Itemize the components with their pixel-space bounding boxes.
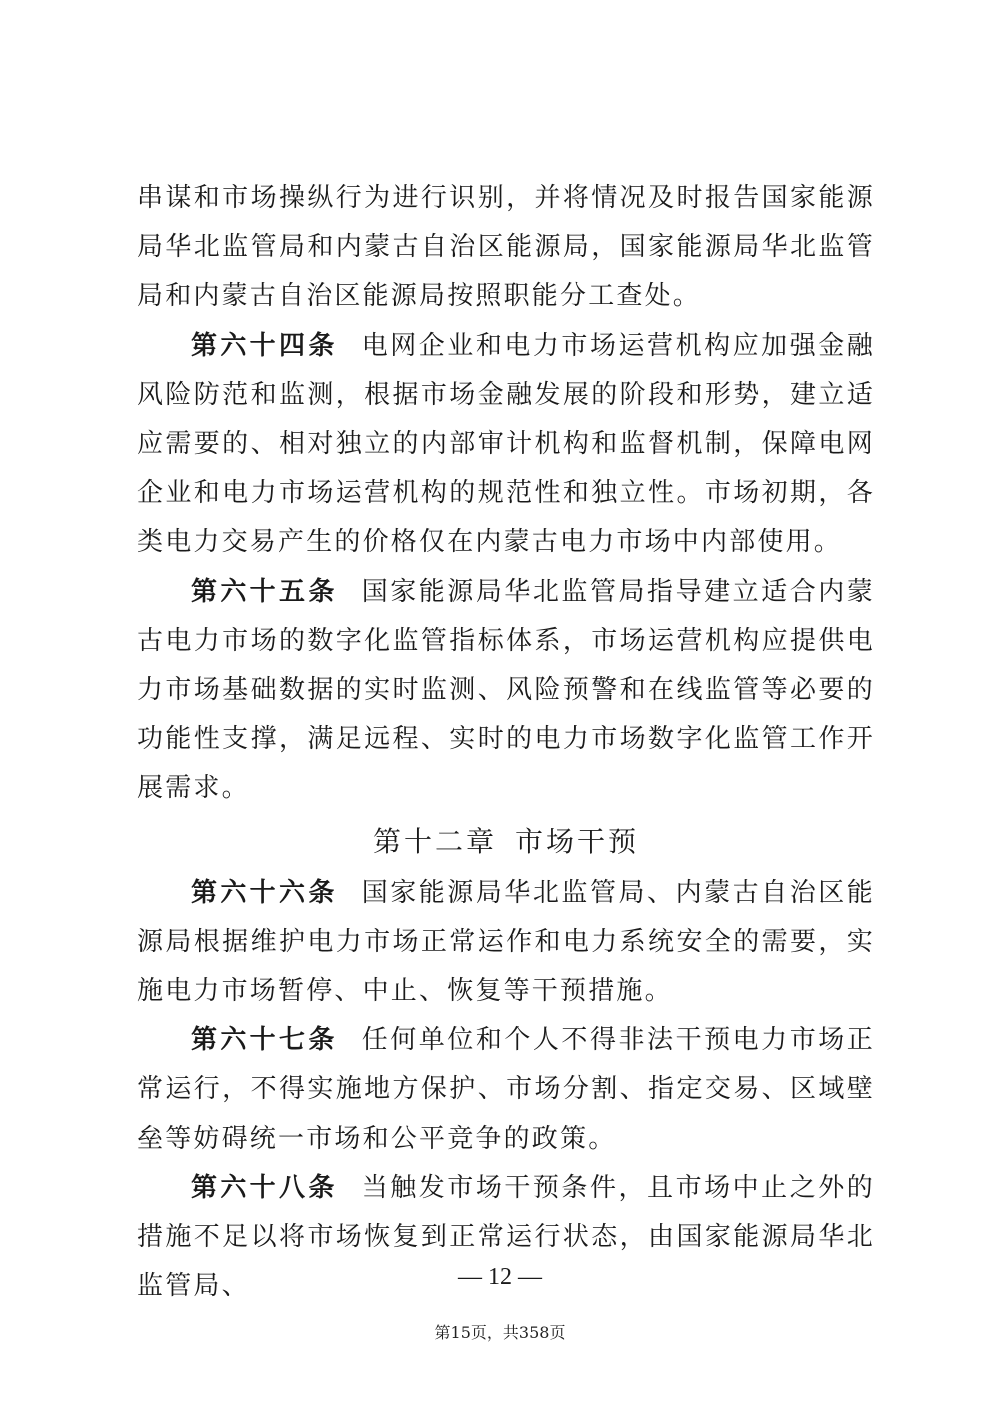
article-heading: 第六十七条: [191, 1025, 338, 1056]
paragraph-text: 当触发市场干预条件，且市场中止之外的措施不足以将市场恢复到正常运行状态，由国家能源局华北监管局、: [137, 1172, 875, 1302]
paragraph-text: 国家能源局华北监管局指导建立适合内蒙古电力市场的数字化监管指标体系，市场运营机构应提供电力市场基础数据的实时监测、风险预警和在线监管等必要的功能性支撑，满足远程、实时的电力市场数字化监管工作开展需求。: [137, 576, 875, 804]
document-body: [137, 174, 875, 1311]
article-65: [137, 568, 875, 814]
article-66: [137, 869, 875, 1017]
paragraph-continuation: [137, 174, 875, 322]
article-64: [137, 322, 875, 568]
chapter-title: 市场干预: [515, 824, 640, 858]
page-footer: 第15页，共358页: [434, 1323, 566, 1342]
article-heading: 第六十八条: [191, 1172, 338, 1203]
page-number: — 12 —: [458, 1264, 542, 1290]
paragraph-text: 电网企业和电力市场运营机构应加强金融风险防范和监测，根据市场金融发展的阶段和形势，建立适应需要的、相对独立的内部审计机构和监督机制，保障电网企业和电力市场运营机构的规范性和独立性。市场初期，各类电力交易产生的价格仅在内蒙古电力市场中内部使用。: [137, 330, 875, 558]
article-heading: 第六十六条: [191, 877, 338, 908]
chapter-heading: [137, 818, 875, 866]
paragraph-text: 串谋和市场操纵行为进行识别，并将情况及时报告国家能源局华北监管局和内蒙古自治区能源局，国家能源局华北监管局和内蒙古自治区能源局按照职能分工查处。: [137, 183, 875, 312]
paragraph-text: 任何单位和个人不得非法干预电力市场正常运行，不得实施地方保护、市场分割、指定交易、区域壁垒等妨碍统一市场和公平竞争的政策。: [137, 1025, 875, 1154]
article-heading: 第六十四条: [191, 330, 338, 361]
chapter-number: 第十二章: [372, 824, 497, 858]
paragraph-text: 国家能源局华北监管局、内蒙古自治区能源局根据维护电力市场正常运作和电力系统安全的需要，实施电力市场暂停、中止、恢复等干预措施。: [137, 877, 875, 1007]
article-67: [137, 1016, 875, 1164]
article-heading: 第六十五条: [191, 576, 338, 607]
